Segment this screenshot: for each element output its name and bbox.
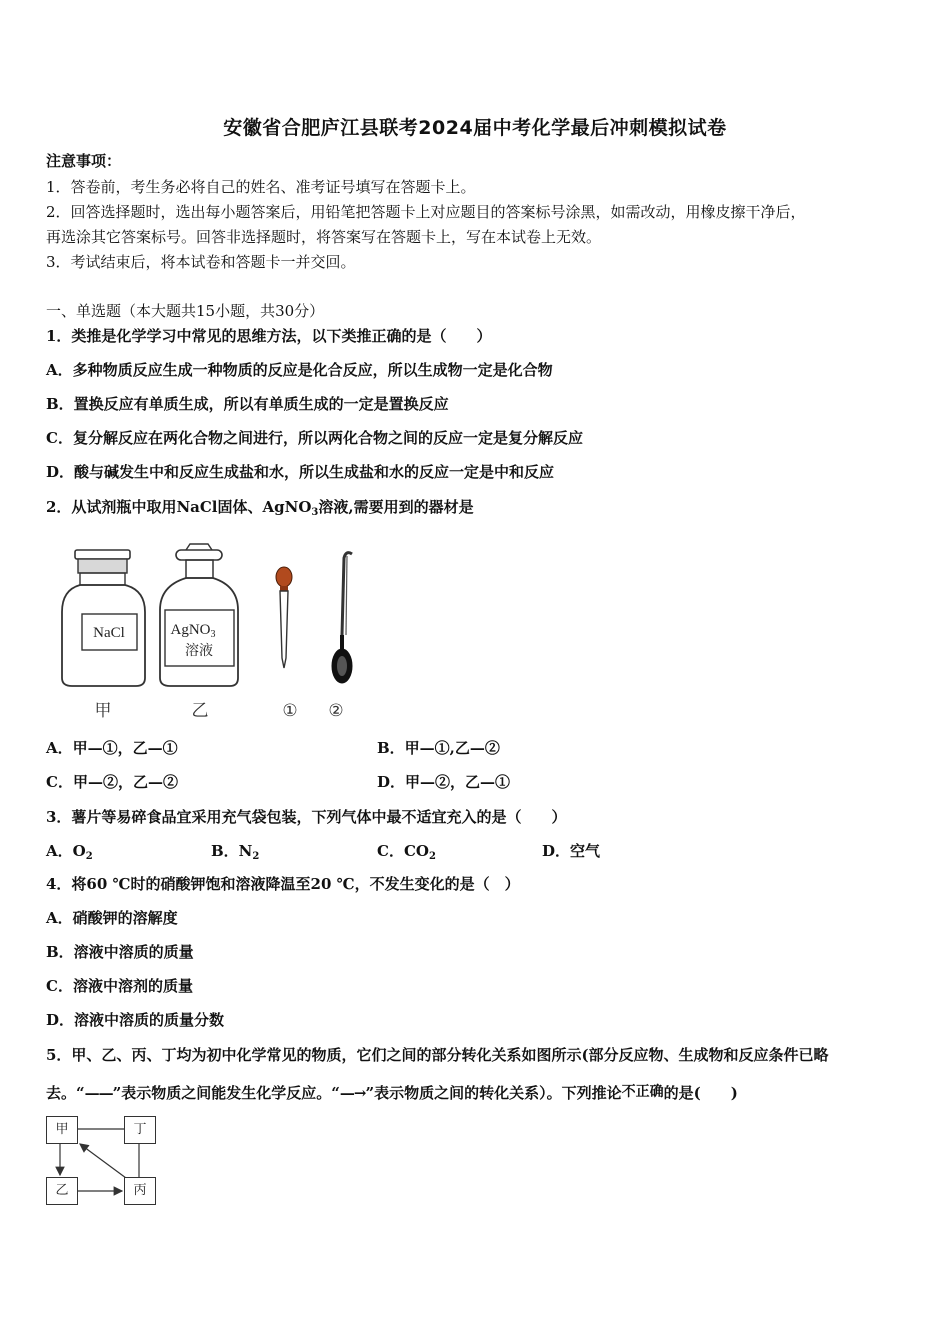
question-4-stem: 4．将60 ℃时的硝酸钾饱和溶液降温至20 ℃，不发生变化的是（ ） (46, 875, 520, 893)
agno3-label: AgNO$_3$ (170, 622, 216, 640)
question-5-stem-line1: 5．甲、乙、丙、丁均为初中化学常见的物质，它们之间的部分转化关系如图所示(部分反应物、生成物和反应条件已略 (46, 1046, 829, 1064)
question-2-option-a: A．甲—①，乙—① (46, 739, 178, 757)
agno3-bottle (160, 544, 238, 686)
solution-label: 溶液 (185, 643, 213, 659)
question-4-option-c: C．溶液中溶剂的质量 (46, 977, 193, 995)
question-1-option-d: D．酸与碱发生中和反应生成盐和水，所以生成盐和水的反应一定是中和反应 (46, 463, 555, 481)
caption-1: ① (282, 701, 298, 721)
nacl-bottle (62, 550, 145, 686)
question-3-stem: 3．薯片等易碎食品宜采用充气袋包装，下列气体中最不适宜充入的是（ ） (46, 808, 567, 826)
caption-yi: 乙 (191, 701, 209, 721)
caption-jia: 甲 (94, 701, 112, 721)
question-1-option-c: C．复分解反应在两化合物之间进行，所以两化合物之间的反应一定是复分解反应 (46, 429, 583, 447)
notice-item: 1．答卷前，考生务必将自己的姓名、准考证号填写在答题卡上。 (46, 178, 476, 196)
reaction-dash-symbol: —— (84, 1084, 113, 1102)
diagram-node-yi: 乙 (46, 1177, 78, 1205)
question-1-stem: 1．类推是化学学习中常见的思维方法，以下类推正确的是（ ） (46, 327, 492, 345)
conversion-arrow-symbol: —→ (339, 1084, 366, 1102)
question-5-stem-line2: 去。“——”表示物质之间能发生化学反应。“—→”表示物质之间的转化关系）。下列推论不正确的是( ) (46, 1084, 738, 1102)
nacl-label: NaCl (93, 625, 125, 641)
diagram-node-bing: 丙 (124, 1177, 156, 1205)
section-heading: 一、单选题（本大题共15小题，共30分） (46, 302, 325, 320)
diagram-node-ding: 丁 (124, 1116, 156, 1144)
lab-equipment-figure (50, 540, 370, 725)
medicine-spoon (332, 553, 352, 683)
question-4-option-d: D．溶液中溶质的质量分数 (46, 1011, 225, 1029)
caption-2: ② (328, 701, 344, 721)
question-3-option-d: D．空气 (542, 842, 601, 860)
notice-item: 2．回答选择题时，选出每小题答案后，用铅笔把答题卡上对应题目的答案标号涂黑，如需改动，用橡皮擦干净后， (46, 203, 806, 221)
question-2-option-c: C．甲—②，乙—② (46, 773, 178, 791)
question-4-option-b: B．溶液中溶质的质量 (46, 943, 194, 961)
notice-heading: 注意事项： (46, 152, 122, 170)
question-2-stem: 2．从试剂瓶中取用NaCl固体、AgNO$_3$溶液,需要用到的器材是 (46, 498, 474, 518)
question-2-option-b: B．甲—①,乙—② (377, 739, 500, 757)
question-3-option-b: B．$N_2$ (211, 842, 260, 862)
question-4-option-a: A．硝酸钾的溶解度 (46, 909, 178, 927)
emphasis-incorrect: 不正确 (621, 1084, 664, 1100)
dropper (276, 567, 292, 668)
question-1-option-b: B．置换反应有单质生成，所以有单质生成的一定是置换反应 (46, 395, 449, 413)
notice-item: 再选涂其它答案标号。回答非选择题时，将答案写在答题卡上，写在本试卷上无效。 (46, 228, 602, 246)
question-1-option-a: A．多种物质反应生成一种物质的反应是化合反应，所以生成物一定是化合物 (46, 361, 553, 379)
diagram-node-jia: 甲 (46, 1116, 78, 1144)
question-3-option-c: C．$CO_2$ (377, 842, 436, 862)
page-title: 安徽省合肥庐江县联考2024届中考化学最后冲刺模拟试卷 (223, 117, 727, 139)
question-2-option-d: D．甲—②，乙—① (377, 773, 511, 791)
notice-item: 3．考试结束后，将本试卷和答题卡一并交回。 (46, 253, 356, 271)
question-3-option-a: A．$O_2$ (46, 842, 93, 862)
